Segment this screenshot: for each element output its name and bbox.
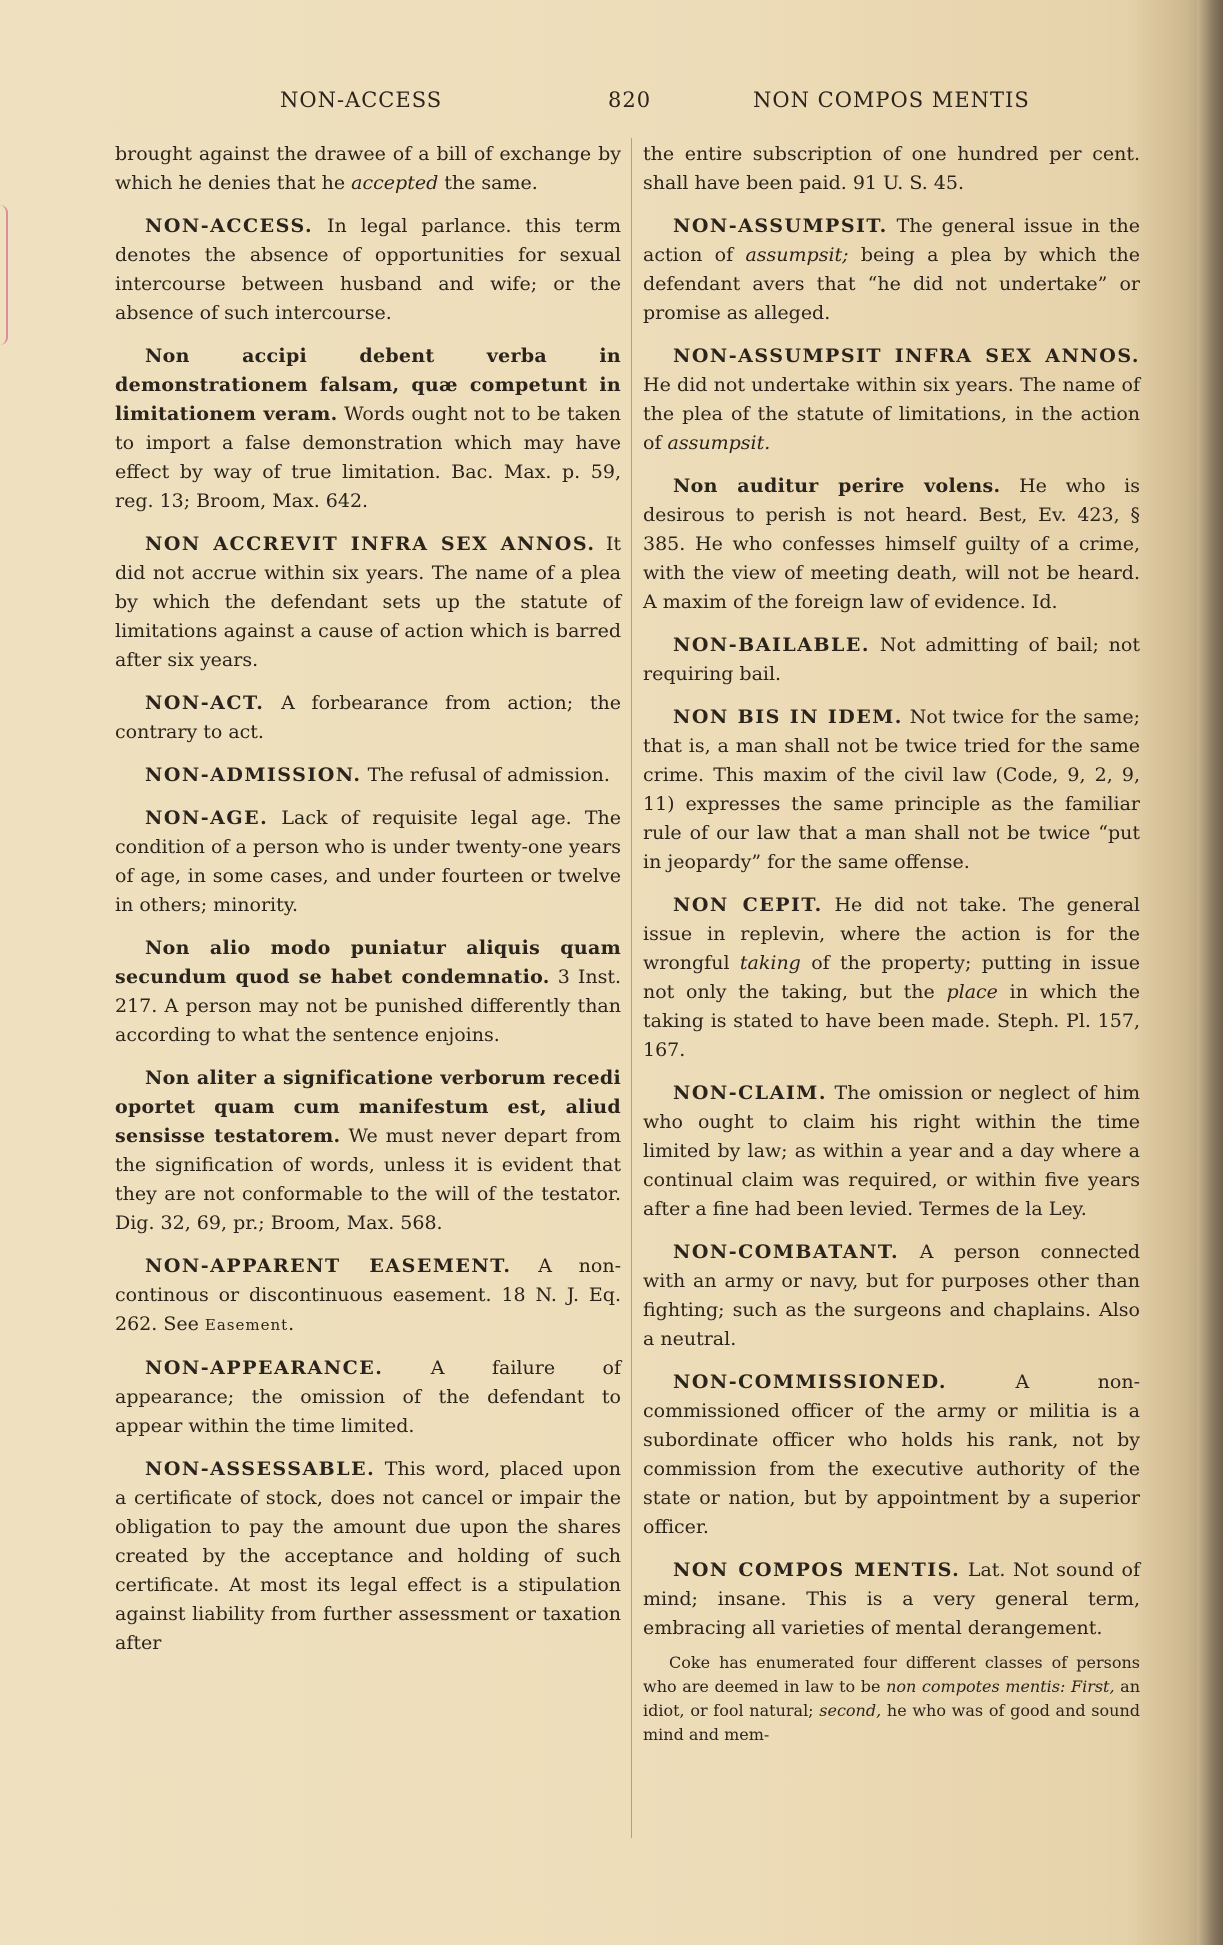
headword: NON-AGE. xyxy=(145,807,269,829)
headword: NON CEPIT. xyxy=(673,894,823,916)
entry-non-admission xyxy=(115,761,621,790)
running-head xyxy=(270,88,1050,118)
right-column xyxy=(643,140,1140,1747)
definition: 3 Inst. 217. A person may not be punished differently than according to what the sentence enjoins. xyxy=(115,966,621,1046)
definition: Lack of requisite legal age. The condition of a person who is under twenty-one years of age, in some cases, and under fourteen or twelve in others; minority. xyxy=(115,807,621,916)
definition: A non-commissioned officer of the army or militia is a subordinate officer who holds his rank, not by commission from the executive authority of the state or nation, but by appointment by a superior officer. xyxy=(643,1371,1140,1538)
headword: NON-ASSUMPSIT. xyxy=(673,215,888,237)
definition: We must never depart from the signification of words, unless it is evident that they are not conformable to the will of the testator. Dig. 32, 69, pr.; Broom, Max. 568. xyxy=(115,1125,621,1234)
definition: Not admitting of bail; not requiring bail. xyxy=(643,634,1140,685)
entry-non-compos-mentis xyxy=(643,1556,1140,1643)
definition: In legal parlance. this term denotes the absence of opportunities for sexual intercourse between husband and wife; or the absence of such intercourse. xyxy=(115,215,621,324)
definition: He who is desirous to perish is not heard. Best, Ev. 423, § 385. He who confesses himself guilty of a crime, with the view of meeting death, will not be heard. A maxim of the foreign law of evidence. Id. xyxy=(643,475,1140,613)
headword: NON-COMBATANT. xyxy=(673,1241,900,1263)
cross-reference: Easement xyxy=(204,1316,289,1334)
definition: This word, placed upon a certificate of stock, does not cancel or impair the obligation to pay the amount due upon the shares created by the acceptance and holding of such certificate. At most its legal effect is a stipulation against liability from further assessment or taxation after xyxy=(115,1458,621,1654)
entry-non-bailable xyxy=(643,631,1140,689)
entry-non-apparent-easement: NON-APPARENT EASEMENT. A non-continous or discontinuous easement. 18 N. J. Eq. 262. See Easement. xyxy=(115,1255,621,1335)
page-edge-mark xyxy=(0,205,8,345)
headword: NON-COMMISSIONED. xyxy=(673,1371,948,1393)
definition: A failure of appearance; the omission of the defendant to appear within the time limited. xyxy=(115,1357,621,1437)
definition: A forbearance from action; the contrary to act. xyxy=(115,692,621,743)
headword: NON ACCREVIT INFRA SEX ANNOS. xyxy=(145,533,596,555)
entry-non-cepit: NON CEPIT. He did not take. The general issue in replevin, where the action is for the wrongful taking of the property; putting in issue not only the taking, but the place in which the taking is stated to have been made. Steph. Pl. 157, 167. xyxy=(643,894,1141,1061)
definition: A non-continous or discontinuous easement. 18 N. J. Eq. 262. See xyxy=(115,1255,621,1335)
headword: NON COMPOS MENTIS. xyxy=(673,1559,961,1581)
headword: NON-ASSUMPSIT INFRA SEX ANNOS. xyxy=(673,345,1140,367)
entry-non-commissioned xyxy=(643,1368,1140,1542)
maxim-headword: Non accipi debent verba in demonstrationem falsam, quæ competunt in limitationem veram. xyxy=(115,345,621,425)
definition: The omission or neglect of him who ought to claim his right within the time limited by law; as within a year and a day where a continual claim was required, or within five years after a fine had been levied. Termes de la Ley. xyxy=(643,1082,1140,1220)
definition: Not twice for the same; that is, a man shall not be twice tried for the same crime. This maxim of the civil law (Code, 9, 2, 9, 11) expresses the same principle as the familiar rule of our law that a man shall not be twice “put in jeopardy” for the same offense. xyxy=(643,706,1140,873)
definition: It did not accrue within six years. The name of a plea by which the defendant sets up the statute of limitations against a cause of action which is barred after six years. xyxy=(115,533,621,671)
entry-note: Coke has enumerated four different classes of persons who are deemed in law to be non compotes mentis: First, an idiot, or fool natural; second, he who was of good and sound mind and mem- xyxy=(643,1653,1141,1744)
header-right-word: NON COMPOS MENTIS xyxy=(753,88,1030,112)
entry-maxim xyxy=(115,1064,621,1238)
definition: Lat. Not sound of mind; insane. This is a very general term, embracing all varieties of mental derangement. xyxy=(643,1559,1140,1639)
entry-non-assumpsit: NON-ASSUMPSIT. The general issue in the action of assumpsit; being a plea by which the defendant avers that “he did not undertake” or promise as alleged. xyxy=(643,215,1140,324)
entry-maxim xyxy=(643,472,1140,617)
entry-non-act xyxy=(115,689,621,747)
entry-non-assumpsit-infra: NON-ASSUMPSIT INFRA SEX ANNOS. He did not undertake within six years. The name of the plea of the statute of limitations, in the action of assumpsit. xyxy=(643,345,1140,454)
entry-continuation: the entire subscription of one hundred per cent. shall have been paid. 91 U. S. 45. xyxy=(643,143,1140,194)
headword: NON BIS IN IDEM. xyxy=(673,706,903,728)
entry-non-access xyxy=(115,212,621,328)
entry-maxim xyxy=(115,342,621,516)
left-column xyxy=(115,140,621,1672)
headword: NON-APPARENT EASEMENT. xyxy=(145,1255,512,1277)
entry-non-combatant xyxy=(643,1238,1140,1354)
entry-non-age xyxy=(115,804,621,920)
headword: NON-ASSESSABLE. xyxy=(145,1458,376,1480)
book-spine-shadow xyxy=(1197,0,1223,1945)
entry-continuation: brought against the drawee of a bill of exchange by which he denies that he accepted the same. xyxy=(115,143,621,194)
maxim-headword: Non alio modo puniatur aliquis quam secundum quod se habet condemnatio. xyxy=(115,937,621,988)
maxim-headword: Non auditur perire volens. xyxy=(673,475,1001,497)
headword: NON-ACT. xyxy=(145,692,265,714)
entry-non-claim xyxy=(643,1079,1140,1224)
headword: NON-BAILABLE. xyxy=(673,634,870,656)
definition: A person connected with an army or navy, but for purposes other than fighting; such as the surgeons and chaplains. Also a neutral. xyxy=(643,1241,1140,1350)
header-left-word: NON-ACCESS xyxy=(280,88,443,112)
entry-non-appearance xyxy=(115,1354,621,1441)
definition: The refusal of admission. xyxy=(361,764,610,786)
headword: NON-ADMISSION. xyxy=(145,764,362,786)
maxim-headword: Non aliter a significatione verborum recedi oportet quam cum manifestum est, aliud sensisse testatorem. xyxy=(115,1067,621,1147)
definition: Words ought not to be taken to import a false demonstration which may have effect by way of true limitation. Bac. Max. p. 59, reg. 13; Broom, Max. 642. xyxy=(115,403,621,512)
entry-maxim xyxy=(115,934,621,1050)
column-divider xyxy=(631,138,632,1838)
entry-non-bis-in-idem xyxy=(643,703,1140,877)
entry-non-accrevit xyxy=(115,530,621,675)
headword: NON-ACCESS. xyxy=(145,215,314,237)
entry-non-assessable xyxy=(115,1455,621,1658)
page-number: 820 xyxy=(608,88,652,112)
headword: NON-CLAIM. xyxy=(673,1082,827,1104)
headword: NON-APPEARANCE. xyxy=(145,1357,384,1379)
